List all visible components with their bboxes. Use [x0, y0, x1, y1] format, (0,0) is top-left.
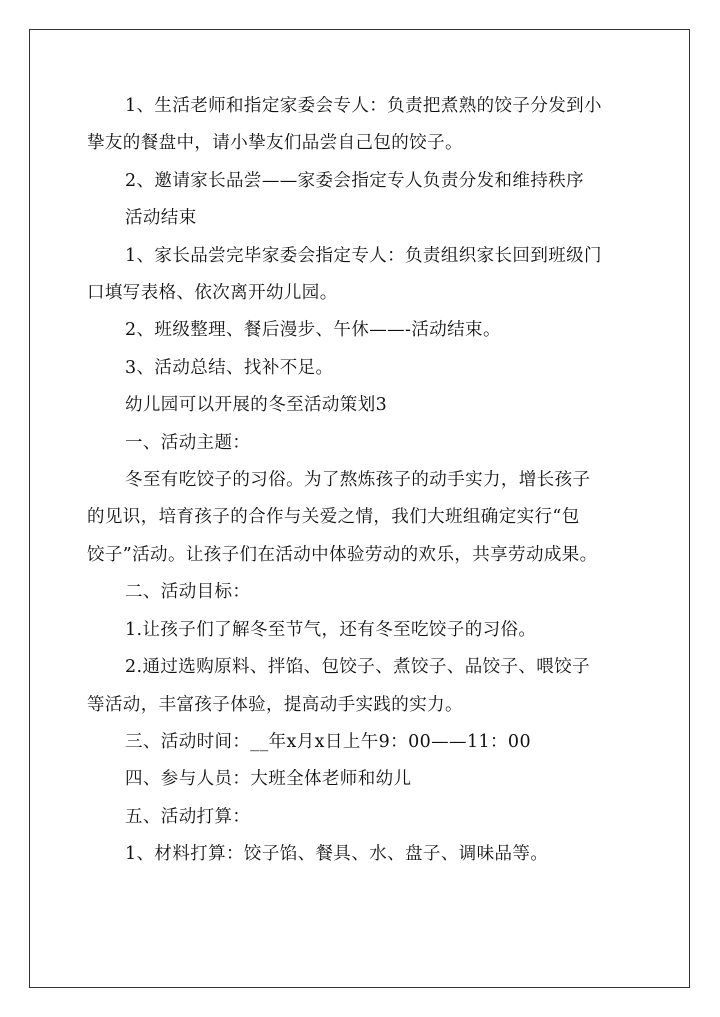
- section-heading: 三、活动时间：__年x月x日上午9：00——11：00: [125, 731, 531, 752]
- text-line: 冬至有吃饺子的习俗。为了熬炼孩子的动手实力，增长孩子: [125, 470, 591, 491]
- section-heading: 二、活动目标：: [125, 582, 251, 603]
- text-line: 1、家长品尝完毕家委会指定专人：负责组织家长回到班级门: [125, 245, 602, 266]
- section-heading: 活动结束: [125, 208, 197, 229]
- text-line: 口填写表格、依次离开幼儿园。: [87, 283, 338, 304]
- section-heading: 五、活动打算：: [125, 806, 251, 827]
- text-line: 2.通过选购原料、拌馅、包饺子、煮饺子、品饺子、喂饺子: [125, 657, 590, 678]
- document-title: 幼儿园可以开展的冬至活动策划3: [125, 395, 388, 416]
- text-line: 3、活动总结、找补不足。: [125, 357, 334, 378]
- text-line: 1、生活老师和指定家委会专人：负责把煮熟的饺子分发到小: [125, 96, 602, 116]
- text-line: 2、班级整理、餐后漫步、午休——-活动结束。: [125, 320, 501, 341]
- section-heading: 一、活动主题：: [125, 432, 251, 453]
- text-line: 1、材料打算：饺子馅、餐具、水、盘子、调味品等。: [125, 844, 549, 865]
- section-heading: 四、参与人员：大班全体老师和幼儿: [125, 769, 412, 790]
- document-body: [87, 88, 667, 874]
- text-line: 等活动，丰富孩子体验，提高动手实践的实力。: [87, 694, 463, 715]
- text-line: 饺子”活动。让孩子们在活动中体验劳动的欢乐，共享劳动成果。: [87, 544, 598, 565]
- text-line: 1.让孩子们了解冬至节气，还有冬至吃饺子的习俗。: [125, 619, 537, 640]
- text-line: 2、邀请家长品尝——家委会指定专人负责分发和维持秩序: [125, 170, 585, 191]
- text-line: 的见识，培育孩子的合作与关爱之情，我们大班组确定实行“包: [87, 507, 580, 528]
- text-line: 挚友的餐盘中，请小挚友们品尝自己包的饺子。: [87, 133, 463, 154]
